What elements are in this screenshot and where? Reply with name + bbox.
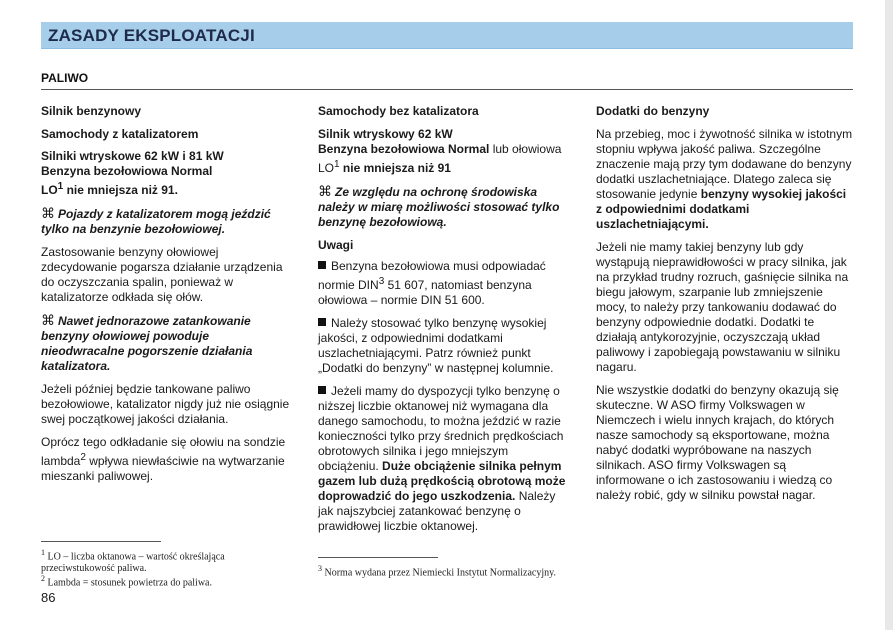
section-divider <box>41 89 853 90</box>
warning-symbol-icon: ⌘ <box>318 183 332 199</box>
column-3 <box>596 104 854 511</box>
note-quality: Należy stosować tylko benzynę wysokiej jakości, z odpowiednimi dodatkami uszlachetniającymi. Patrz również punkt „Dodatki do benzyny” w następnej kolumnie. <box>318 316 554 375</box>
bullet-square-icon <box>318 261 326 269</box>
spec-engine-62: Silnik wtryskowy 62 kW <box>318 127 453 141</box>
footnote-2: $^2$ Lambda = stosunek powietrza do paliwa. <box>41 574 212 589</box>
note-din: Benzyna bezołowiowa musi odpowiadać normie DIN$^3$ 51 607, natomiast benzyna ołowiowa – normie DIN 51 600. <box>318 259 546 307</box>
paragraph-irreversible: Jeżeli później będzie tankowane paliwo bezołowiowe, katalizator nigdy już nie osiągnie swej początkowej jakości działania. <box>41 382 290 426</box>
paragraph-lambda: Oprócz tego odkładanie się ołowiu na sondzie lambda$^2$ wpływa niewłaściwie na wytwarzanie mieszanki paliwowej. <box>41 435 286 483</box>
heading-without-catalyst: Samochody bez katalizatora <box>318 104 479 118</box>
warning-unleaded-only: ⌘ Pojazdy z katalizatorem mogą jeździć tylko na benzynie bezołowiowej. <box>41 205 271 236</box>
footnote-divider-left <box>41 541 161 542</box>
page-edge <box>885 0 893 630</box>
heading-petrol-engine: Silnik benzynowy <box>41 104 142 118</box>
column-2 <box>318 104 572 542</box>
spec-engines: Silniki wtryskowe 62 kW i 81 kW <box>41 149 224 163</box>
bullet-square-icon <box>318 318 326 326</box>
paragraph-fuel-quality: Na przebieg, moc i żywotność silnika w istotnym stopniu wpływa jakość paliwa. Szczególne znaczenie mają przy tym dodawane do benzyny dodatki uszlachetniające. Dlatego zaleca się stosowanie jedynie benzyny wysokiej jakości z odpowiednimi dodatkami uszlachetniającymi. <box>596 127 853 231</box>
spec-fuel-options: Benzyna bezołowiowa Normal lub ołowiowa $LO^1$ nie mniejsza niż 91 <box>318 142 562 175</box>
column-1 <box>41 104 291 492</box>
warning-symbol-icon: ⌘ <box>41 205 55 221</box>
warning-symbol-icon: ⌘ <box>41 312 55 328</box>
spec-fuel: Benzyna bezołowiowa Normal <box>41 164 213 178</box>
page-header-title: ZASADY EKSPLOATACJI <box>48 26 255 45</box>
bullet-square-icon <box>318 386 326 394</box>
footnote-divider-middle <box>318 557 438 558</box>
paragraph-aso: Nie wszystkie dodatki do benzyny okazują się skuteczne. W ASO firmy Volkswagen w Niemczech i wielu innych krajach, do których nasze samochody są eksportowane, można nabyć dodatki wypróbowane na naszych silnikach. ASO firmy Volkswagen są informowane o ich zastosowaniu i wiedzą co należy robić, gdy w silniku powstał nagar. <box>596 383 839 502</box>
paragraph-use-additives: Jeżeli nie mamy takiej benzyny lub gdy wystąpują nieprawidłowości w pracy silnika, jak na przykład trudny rozruch, gaśnięcie silnika na biegu jałowym, szarpanie lub zmniejszenie mocy, to należy przy tankowaniu dodawać do benzyny odpowiednie dodatki. Dodatki te działają antykorozyjnie, oczyszczają układ paliwowy i zapobiegają powstawaniu w silniku nagaru. <box>596 240 849 374</box>
warning-environment: ⌘ Ze względu na ochronę środowiska należy w miarę możliwości stosować tylko benzynę bezołowiową. <box>318 183 560 229</box>
warning-single-tank: ⌘ Nawet jednorazowe zatankowanie benzyny ołowiowej powoduje nieodwracalne pogorszenie działania katalizatora. <box>41 312 253 373</box>
note-low-octane: Jeżeli mamy do dyspozycji tylko benzynę o niższej liczbie oktanowej niż wymagana dla danego samochodu, to można jeździć w razie konieczności tylko przy średnich prędkościach obrotowych silnika i jego mniejszym obciążeniu. Duże obciążenie silnika pełnym gazem lub dużą prędkością obrotową może doprowadzić do jego uszkodzenia. Należy jak najszybciej zatankować benzynę o prawidłowej liczbie oktanowej. <box>318 384 566 533</box>
footnote-1: $^1$ LO – liczba oktanowa – wartość określająca przeciwstukowość paliwa. <box>41 548 225 575</box>
heading-notes: Uwagi <box>318 238 354 252</box>
paragraph-lead-effect: Zastosowanie benzyny ołowiowej zdecydowanie pogarsza działanie urządzenia do oczyszczania spalin, ponieważ w katalizatorze odkłada się ołów. <box>41 245 283 304</box>
heading-with-catalyst: Samochody z katalizatorem <box>41 127 199 141</box>
footnote-3: $^3$ Norma wydana przez Niemiecki Instytut Normalizacyjny. <box>318 564 556 579</box>
page-number: 86 <box>41 590 56 605</box>
spec-octane: $LO^1$ nie mniejsza niż 91. <box>41 181 178 197</box>
heading-additives: Dodatki do benzyny <box>596 104 710 118</box>
section-title: PALIWO <box>41 71 89 85</box>
